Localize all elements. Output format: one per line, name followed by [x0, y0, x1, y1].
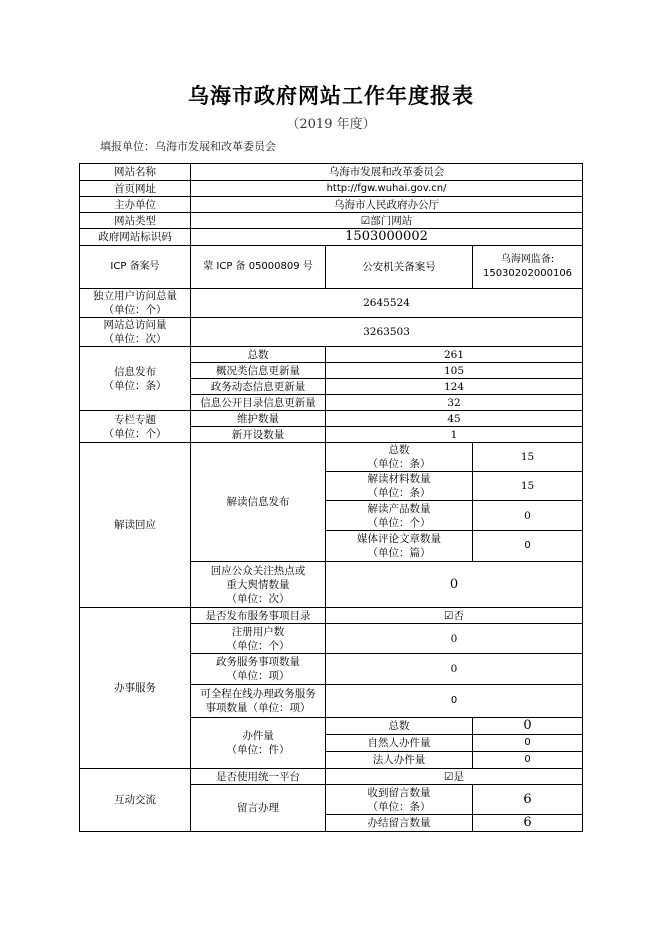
topic-maintain-label: 维护数量	[191, 411, 326, 427]
topic-new-label: 新开设数量	[191, 427, 326, 443]
info-label	[80, 347, 191, 411]
interpret-response-label	[191, 562, 326, 608]
service-natural-label: 自然人办件量	[326, 735, 473, 752]
interpret-response-label-line-2: 重大舆情数量	[226, 578, 290, 591]
interaction-done-value: 6	[473, 815, 583, 832]
interpret-product-label-line-2: （单位：个）	[367, 516, 431, 529]
gov-id-value: 1503000002	[191, 229, 583, 246]
report-table	[79, 163, 583, 832]
interaction-label: 互动交流	[80, 769, 191, 832]
icp-label: ICP 备案号	[80, 246, 191, 289]
uv-value: 2645524	[191, 289, 583, 318]
interpret-total-label-line-2: （单位：条）	[367, 458, 431, 470]
interpret-material-value: 15	[473, 472, 583, 501]
interpret-material-label-line-2: （单位：条）	[367, 487, 431, 499]
info-label-line-2: （单位：条）	[103, 379, 167, 392]
service-items-label	[191, 654, 326, 685]
service-users-label-line-1: 注册用户数	[231, 625, 285, 638]
service-items-value: 0	[326, 654, 583, 685]
interpret-product-label-line-1: 解读产品数量	[367, 502, 431, 515]
topic-label-line-1: 专栏专题	[114, 413, 156, 426]
interpret-media-label	[326, 531, 473, 562]
interpret-product-value: 0	[473, 501, 583, 531]
info-catalog-label: 信息公开目录信息更新量	[191, 395, 326, 411]
site-name-label: 网站名称	[80, 164, 191, 181]
gov-id-label: 政府网站标识码	[80, 229, 191, 246]
table-row	[80, 246, 583, 289]
pv-label-line-1: 网站总访问量	[103, 319, 167, 331]
table-row	[80, 411, 583, 427]
service-online-label	[191, 685, 326, 718]
service-cases-label-line-1: 办件量	[242, 730, 274, 742]
sponsor-label: 主办单位	[80, 197, 191, 213]
interpret-response-label-line-3: （单位：次）	[226, 592, 290, 605]
info-dynamic-value: 124	[326, 379, 583, 395]
report-year: （2019 年度）	[286, 117, 376, 132]
interpret-media-label-line-1: 媒体评论文章数量	[357, 533, 441, 545]
service-cases-label	[191, 718, 326, 769]
table-row	[80, 229, 583, 246]
service-catalog-label: 是否发布服务事项目录	[191, 608, 326, 624]
interpret-label: 解读回应	[80, 443, 191, 608]
home-url-label: 首页网址	[80, 181, 191, 197]
police-value-line-1: 乌海网监备:	[500, 254, 555, 265]
table-row	[80, 197, 583, 213]
service-online-label-line-1: 可全程在线办理政务服务	[200, 688, 316, 700]
icp-value: 蒙 ICP 备 05000809 号	[191, 246, 326, 289]
service-items-label-line-1: 政务服务事项数量	[216, 656, 300, 668]
service-online-label-line-2: 事项数量（单位：项）	[205, 702, 311, 714]
info-dynamic-label: 政务动态信息更新量	[191, 379, 326, 395]
interpret-material-label	[326, 472, 473, 501]
site-type-label: 网站类型	[80, 213, 191, 229]
table-row	[80, 608, 583, 624]
interpret-material-label-line-1: 解读材料数量	[367, 473, 431, 485]
table-row	[80, 347, 583, 363]
info-label-line-1: 信息发布	[114, 365, 156, 378]
table-row	[80, 213, 583, 229]
pv-value: 3263503	[191, 318, 583, 347]
pv-label	[80, 318, 191, 347]
info-total-label: 总数	[191, 347, 326, 363]
service-users-label-line-2: （单位：个）	[226, 639, 290, 652]
service-natural-value: 0	[473, 735, 583, 752]
report-title: 乌海市政府网站工作年度报表	[188, 84, 474, 108]
service-legal-label: 法人办件量	[326, 752, 473, 769]
service-online-value: 0	[326, 685, 583, 718]
interaction-received-label-line-2: （单位：条）	[367, 800, 431, 813]
interpret-product-label	[326, 501, 473, 531]
info-overview-label: 概况类信息更新量	[191, 363, 326, 379]
service-items-label-line-2: （单位：项）	[226, 670, 290, 682]
sponsor-value: 乌海市人民政府办公厅	[191, 197, 583, 213]
service-cases-total-label: 总数	[326, 718, 473, 735]
service-label: 办事服务	[80, 608, 191, 769]
uv-label-line-1: 独立用户访问总量	[93, 290, 177, 302]
interpret-sub-label: 解读信息发布	[191, 443, 326, 562]
info-catalog-value: 32	[326, 395, 583, 411]
topic-new-value: 1	[326, 427, 583, 443]
pv-label-line-2: （单位：次）	[103, 333, 167, 345]
interpret-response-label-line-1: 回应公众关注热点或	[210, 564, 306, 577]
table-row	[80, 289, 583, 318]
table-row	[80, 318, 583, 347]
police-label: 公安机关备案号	[326, 246, 473, 289]
info-total-value: 261	[326, 347, 583, 363]
interaction-done-label: 办结留言数量	[326, 815, 473, 832]
police-value-line-2: 15030202000106	[482, 268, 573, 279]
service-users-label	[191, 624, 326, 654]
interpret-total-value: 15	[473, 443, 583, 472]
site-name-value: 乌海市发展和改革委员会	[191, 164, 583, 181]
uv-label-line-2: （单位：个）	[103, 304, 167, 316]
interaction-received-value: 6	[473, 785, 583, 815]
topic-maintain-value: 45	[326, 411, 583, 427]
service-cases-total-value: 0	[473, 718, 583, 735]
interaction-received-label	[326, 785, 473, 815]
site-type-value: ☑部门网站	[191, 213, 583, 229]
service-catalog-value: ☑否	[326, 608, 583, 624]
interaction-platform-label: 是否使用统一平台	[191, 769, 326, 785]
interpret-media-label-line-2: （单位：篇）	[367, 547, 431, 559]
table-row	[80, 443, 583, 472]
table-row	[80, 164, 583, 181]
service-users-value: 0	[326, 624, 583, 654]
interpret-media-value: 0	[473, 531, 583, 562]
uv-label	[80, 289, 191, 318]
interaction-platform-value: ☑是	[326, 769, 583, 785]
interpret-response-value: 0	[326, 562, 583, 608]
table-row	[80, 181, 583, 197]
service-legal-value: 0	[473, 752, 583, 769]
interpret-total-label-line-1: 总数	[388, 444, 410, 456]
info-overview-value: 105	[326, 363, 583, 379]
reporting-unit: 填报单位：乌海市发展和改革委员会	[100, 140, 276, 153]
table-row	[80, 769, 583, 785]
interaction-received-label-line-1: 收到留言数量	[367, 786, 431, 799]
topic-label-line-2: （单位：个）	[103, 427, 167, 440]
home-url-value: http://fgw.wuhai.gov.cn/	[191, 181, 583, 197]
service-cases-label-line-2: （单位：件）	[226, 744, 290, 756]
police-value	[473, 246, 583, 289]
interaction-message-label: 留言办理	[191, 785, 326, 832]
topic-label	[80, 411, 191, 443]
interpret-total-label	[326, 443, 473, 472]
